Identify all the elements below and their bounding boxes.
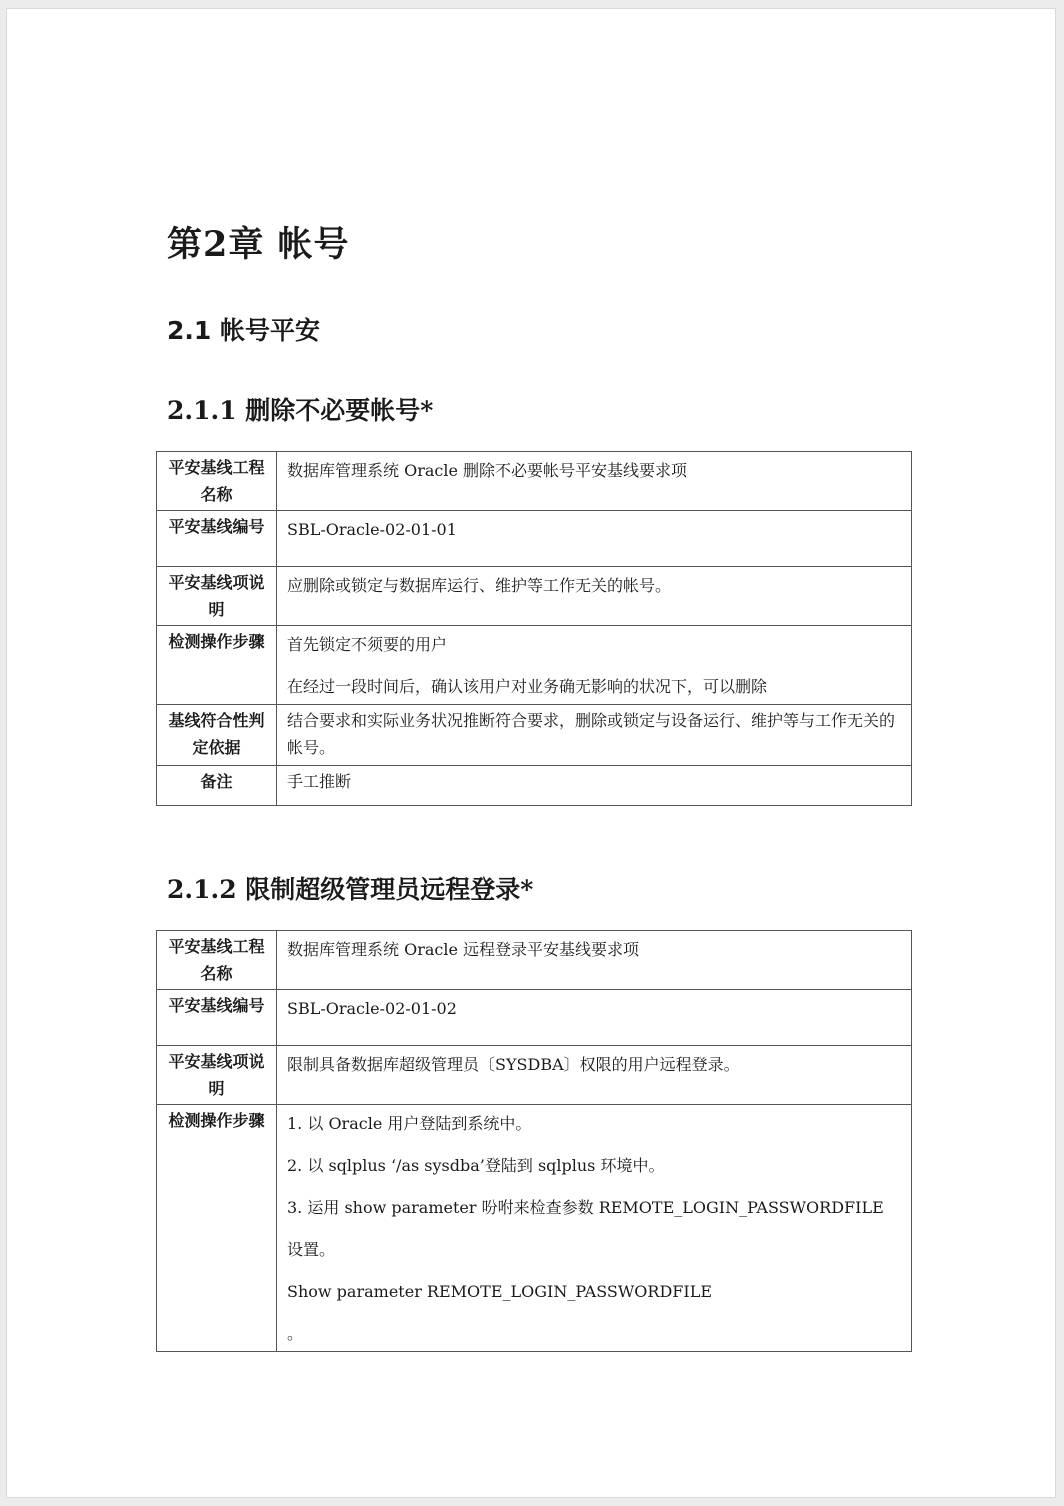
table-row <box>157 766 912 806</box>
table-row <box>157 452 912 511</box>
row-label: 检测操作步骤 <box>157 626 277 705</box>
value-line: SBL-Oracle-02-01-01 <box>287 520 457 539</box>
row-label: 平安基线工程名称 <box>157 931 277 990</box>
table-row <box>157 1046 912 1105</box>
baseline-table-1 <box>156 451 912 806</box>
row-value <box>277 990 912 1046</box>
table-row <box>157 990 912 1046</box>
row-value <box>277 511 912 567</box>
table-row <box>157 1105 912 1352</box>
row-label: 平安基线编号 <box>157 511 277 567</box>
subsection-title-2: 2.1.2 限制超级管理员远程登录* <box>167 875 534 904</box>
row-value <box>277 567 912 626</box>
value-line: 设置。 <box>287 1240 336 1259</box>
row-value <box>277 766 912 806</box>
chapter-title: 第2章 帐号 <box>167 224 350 265</box>
row-label: 平安基线项说明 <box>157 1046 277 1105</box>
row-label: 平安基线项说明 <box>157 567 277 626</box>
row-value <box>277 1046 912 1105</box>
table-row <box>157 511 912 567</box>
baseline-table-2 <box>156 930 912 1352</box>
table-row <box>157 931 912 990</box>
row-label: 备注 <box>157 766 277 806</box>
value-line: SBL-Oracle-02-01-02 <box>287 999 457 1018</box>
row-value <box>277 626 912 705</box>
row-value <box>277 1105 912 1352</box>
value-line: 数据库管理系统 Oracle 删除不必要帐号平安基线要求项 <box>287 461 688 480</box>
row-value <box>277 931 912 990</box>
row-label: 检测操作步骤 <box>157 1105 277 1352</box>
document-page <box>6 8 1056 1498</box>
value-line: 限制具备数据库超级管理员〔SYSDBA〕权限的用户远程登录。 <box>287 1055 740 1074</box>
table-row <box>157 705 912 766</box>
value-line: 3. 运用 show parameter 吩咐来检查参数 REMOTE_LOGIN_PASSWORDFILE <box>287 1198 884 1217</box>
section-title: 2.1 帐号平安 <box>167 316 320 345</box>
row-label: 平安基线工程名称 <box>157 452 277 511</box>
table-row <box>157 567 912 626</box>
value-line: 手工推断 <box>287 772 352 791</box>
row-value <box>277 705 912 766</box>
row-value <box>277 452 912 511</box>
subsection-title-1: 2.1.1 删除不必要帐号* <box>167 396 434 425</box>
value-line: 首先锁定不须要的用户 <box>287 635 448 654</box>
row-label: 平安基线编号 <box>157 990 277 1046</box>
value-line: 数据库管理系统 Oracle 远程登录平安基线要求项 <box>287 940 640 959</box>
value-line: 结合要求和实际业务状况推断符合要求，删除或锁定与设备运行、维护等与工作无关的帐号。 <box>287 711 896 757</box>
value-line: 在经过一段时间后，确认该用户对业务确无影响的状况下，可以删除 <box>287 677 768 696</box>
value-line: 1. 以 Oracle 用户登陆到系统中。 <box>287 1114 532 1133</box>
row-label: 基线符合性判定依据 <box>157 705 277 766</box>
value-line: 。 <box>287 1324 304 1343</box>
value-line: 2. 以 sqlplus ‘/as sysdba’登陆到 sqlplus 环境中。 <box>287 1156 665 1175</box>
value-line: Show parameter REMOTE_LOGIN_PASSWORDFILE <box>287 1282 712 1301</box>
value-line: 应删除或锁定与数据库运行、维护等工作无关的帐号。 <box>287 576 672 595</box>
table-row <box>157 626 912 705</box>
